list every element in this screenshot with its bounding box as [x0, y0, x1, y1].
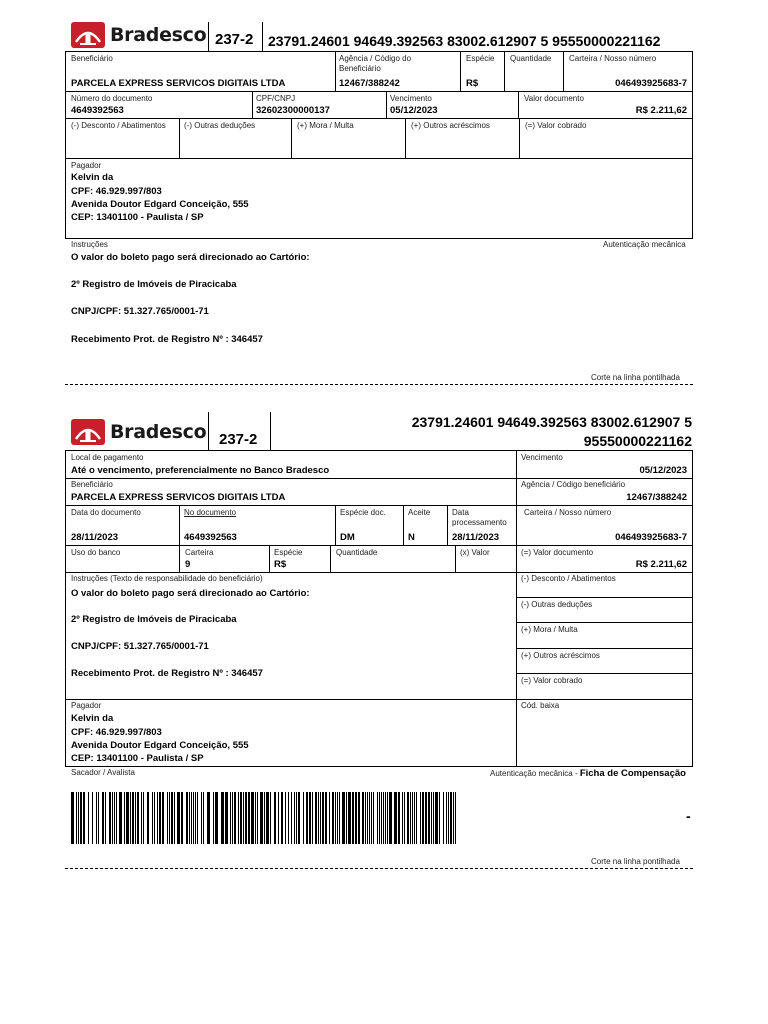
valor-cobrado-label: (=) Valor cobrado — [525, 121, 587, 130]
bradesco-logo — [71, 22, 206, 48]
pagador-name: Kelvin da — [71, 713, 114, 724]
especie-doc-label: Espécie doc. — [340, 508, 386, 517]
bank-name: Bradesco — [110, 421, 207, 443]
col-divider — [563, 51, 564, 91]
col-divider — [460, 51, 461, 91]
col-divider — [504, 51, 505, 91]
cut-line — [65, 384, 693, 385]
barcode-bar — [456, 792, 457, 844]
especie-value: R$ — [466, 78, 479, 89]
instrucao-line: O valor do boleto pago será direcionado ao Cartório: — [71, 252, 310, 263]
num-doc-label: No documento — [184, 508, 237, 517]
carteira-nosso-value: 046493925683-7 — [615, 532, 687, 543]
sacador-label: Sacador / Avalista — [71, 768, 135, 777]
outros-acrescimos-label: (+) Outros acréscimos — [411, 121, 490, 130]
valor-doc-label: (=) Valor documento — [521, 548, 594, 557]
digitable-line-part1: 23791.24601 94649.392563 83002.612907 5 — [411, 414, 692, 430]
autenticacao-label: Autenticação mecânica — [603, 240, 686, 249]
pagador-address: Avenida Doutor Edgard Conceição, 555 — [71, 740, 249, 751]
row-divider — [65, 478, 693, 479]
pagador-label: Pagador — [71, 701, 102, 710]
quantidade-label: Quantidade — [336, 548, 378, 557]
instrucoes-label: Instruções — [71, 240, 108, 249]
cpf-cnpj-label: CPF/CNPJ — [256, 94, 296, 103]
cut-line — [65, 868, 693, 869]
row-divider — [65, 572, 693, 573]
bradesco-tree-icon — [71, 22, 105, 48]
carteira-value: 046493925683-7 — [615, 78, 687, 89]
vencimento-label: Vencimento — [390, 94, 432, 103]
col-divider — [447, 505, 448, 545]
col-divider — [335, 505, 336, 545]
valor-cobrado-label: (=) Valor cobrado — [521, 676, 583, 685]
bradesco-logo — [71, 419, 206, 445]
valor-doc-value: R$ 2.211,62 — [635, 105, 687, 116]
data-proc-value: 28/11/2023 — [452, 532, 500, 543]
barcode — [71, 792, 457, 844]
valor-doc-label: Valor documento — [524, 94, 584, 103]
numero-doc-label: Número do documento — [71, 94, 153, 103]
bank-name: Bradesco — [110, 24, 207, 46]
agencia-label: Agência / Código beneficiário — [521, 480, 626, 489]
divider — [208, 22, 209, 51]
pagador-name: Kelvin da — [71, 172, 114, 183]
divider — [208, 412, 209, 450]
mora-label: (+) Mora / Multa — [297, 121, 354, 130]
beneficiario-value: PARCELA EXPRESS SERVICOS DIGITAIS LTDA — [71, 492, 286, 503]
cpf-cnpj-value: 32602300000137 — [256, 105, 330, 116]
divider — [262, 22, 263, 51]
carteira-label: Carteira / Nosso número — [569, 54, 657, 63]
agencia-value: 12467/388242 — [626, 492, 687, 503]
especie-value: R$ — [274, 559, 287, 570]
ficha-compensacao-label: Ficha de Compensação — [579, 768, 686, 779]
pagador-address: Avenida Doutor Edgard Conceição, 555 — [71, 199, 249, 210]
col-divider — [179, 118, 180, 158]
data-proc-label: Data processamento — [452, 508, 507, 527]
agencia-value: 12467/388242 — [339, 78, 400, 89]
pagador-cpf: CPF: 46.929.997/803 — [71, 186, 162, 197]
digitable-line: 23791.24601 94649.392563 83002.612907 5 95550000221162 — [268, 33, 661, 49]
especie-label: Espécie — [466, 54, 495, 63]
col-divider — [455, 545, 456, 572]
instrucao-line: 2º Registro de Imóveis de Piracicaba — [71, 614, 237, 625]
col-divider — [403, 505, 404, 545]
col-divider — [518, 91, 519, 118]
quantidade-label: Quantidade — [510, 54, 552, 63]
uso-banco-label: Uso do banco — [71, 548, 121, 557]
col-divider — [386, 91, 387, 118]
vencimento-label: Vencimento — [521, 453, 563, 462]
beneficiario-value: PARCELA EXPRESS SERVICOS DIGITAIS LTDA — [71, 78, 286, 89]
instrucao-line: 2º Registro de Imóveis de Piracicaba — [71, 279, 237, 290]
pagador-cpf: CPF: 46.929.997/803 — [71, 727, 162, 738]
row-divider — [516, 648, 693, 649]
autenticacao-label: Autenticação mecânica - — [490, 769, 580, 778]
instrucao-line: CNPJ/CPF: 51.327.765/0001-71 — [71, 306, 209, 317]
agencia-label: Agência / Código do Beneficiário — [339, 54, 412, 73]
instrucao-line: Recebimento Prot. de Registro Nº : 346457 — [71, 668, 263, 679]
row-divider — [65, 158, 693, 159]
col-divider — [252, 91, 253, 118]
carteira-label: Carteira — [185, 548, 214, 557]
col-divider — [269, 545, 270, 572]
pagador-cep: CEP: 13401100 - Paulista / SP — [71, 753, 204, 764]
row-divider — [65, 545, 693, 546]
col-divider — [519, 118, 520, 158]
instrucoes-label: Instruções (Texto de responsabilidade do beneficiário) — [71, 574, 263, 583]
row-divider — [516, 673, 693, 674]
bank-code: 237-2 — [215, 31, 254, 48]
pagador-label: Pagador — [71, 161, 102, 170]
col-divider — [330, 545, 331, 572]
row-divider — [516, 597, 693, 598]
instrucao-line: O valor do boleto pago será direcionado ao Cartório: — [71, 588, 310, 599]
bradesco-tree-icon — [71, 419, 105, 445]
divider — [270, 412, 271, 450]
row-divider — [65, 118, 693, 119]
instrucao-line: CNPJ/CPF: 51.327.765/0001-71 — [71, 641, 209, 652]
especie-label: Espécie — [274, 548, 303, 557]
autenticacao-ficha — [490, 768, 686, 779]
corte-label: Corte na linha pontilhada — [591, 373, 680, 382]
aceite-value: N — [408, 532, 415, 543]
carteira-value: 9 — [185, 559, 191, 570]
cod-baixa-label: Cód. baixa — [521, 701, 560, 710]
outras-deducoes-label: (-) Outras deduções — [184, 121, 256, 130]
row-divider — [65, 91, 693, 92]
row-divider — [65, 505, 693, 506]
carteira-nosso-label: Carteira / Nosso número — [524, 508, 612, 517]
col-divider — [291, 118, 292, 158]
local-label: Local de pagamento — [71, 453, 144, 462]
digitable-line-part2: 95550000221162 — [583, 433, 692, 449]
mora-label: (+) Mora / Multa — [521, 625, 578, 634]
vencimento-value: 05/12/2023 — [639, 465, 687, 476]
col-divider — [179, 545, 180, 572]
x-valor-label: (x) Valor — [460, 548, 490, 557]
col-divider — [179, 505, 180, 545]
row-divider — [516, 622, 693, 623]
row-divider — [65, 699, 693, 700]
local-value: Até o vencimento, preferencialmente no Banco Bradesco — [71, 465, 330, 476]
valor-doc-value: R$ 2.211,62 — [635, 559, 687, 570]
col-divider — [516, 450, 517, 767]
desconto-label: (-) Desconto / Abatimentos — [71, 121, 166, 130]
dash-mark: - — [686, 808, 691, 824]
outros-acrescimos-label: (+) Outros acréscimos — [521, 651, 600, 660]
col-divider — [335, 51, 336, 91]
pagador-cep: CEP: 13401100 - Paulista / SP — [71, 212, 204, 223]
vencimento-value: 05/12/2023 — [390, 105, 438, 116]
aceite-label: Aceite — [408, 508, 431, 517]
beneficiario-label: Beneficiário — [71, 54, 113, 63]
desconto-label: (-) Desconto / Abatimentos — [521, 574, 616, 583]
corte-label: Corte na linha pontilhada — [591, 857, 680, 866]
beneficiario-label: Beneficiário — [71, 480, 113, 489]
numero-doc-value: 4649392563 — [71, 105, 124, 116]
outras-deducoes-label: (-) Outras deduções — [521, 600, 593, 609]
instrucao-line: Recebimento Prot. de Registro Nº : 346457 — [71, 334, 263, 345]
bank-code: 237-2 — [219, 431, 258, 448]
num-doc-value: 4649392563 — [184, 532, 237, 543]
data-doc-value: 28/11/2023 — [71, 532, 119, 543]
data-doc-label: Data do documento — [71, 508, 141, 517]
especie-doc-value: DM — [340, 532, 355, 543]
col-divider — [405, 118, 406, 158]
